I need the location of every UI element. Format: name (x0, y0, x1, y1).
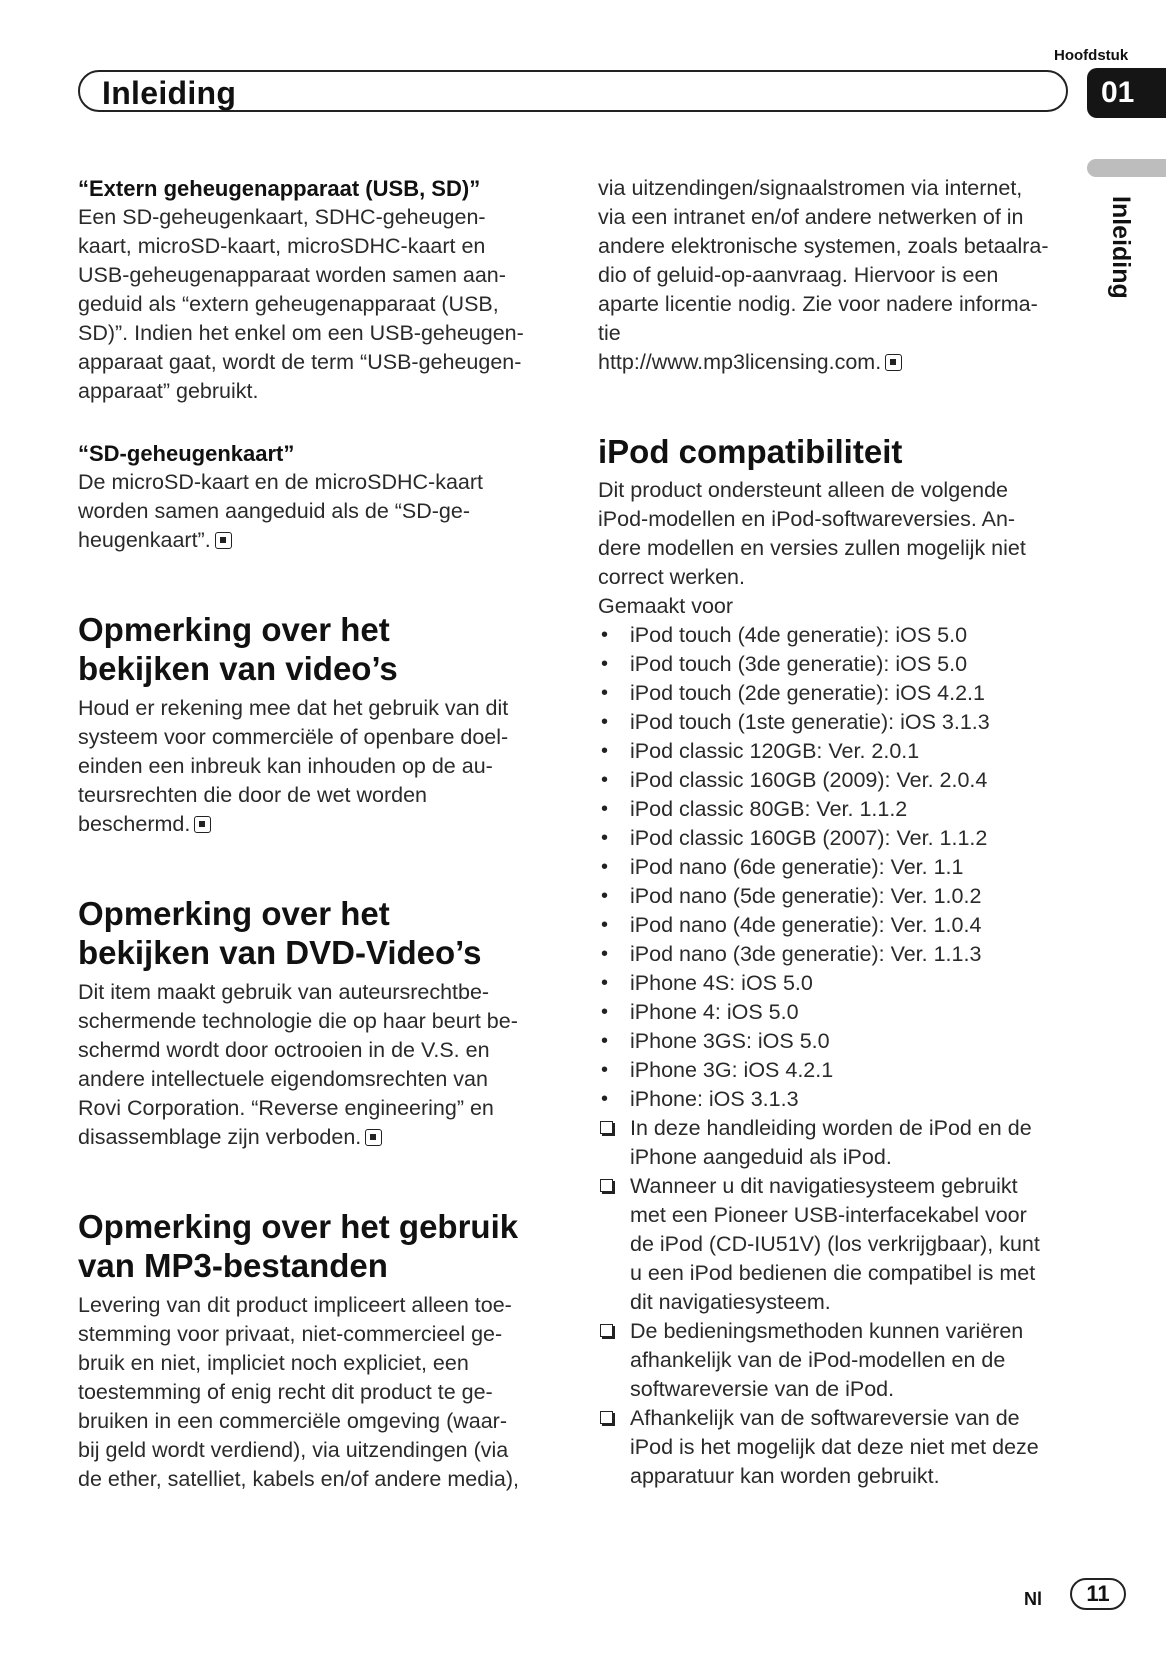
end-of-section-icon (365, 1129, 382, 1146)
title-bar (78, 70, 1068, 112)
list-item: • iPhone 3GS: iOS 5.0 (598, 1027, 1078, 1056)
subheading-sd-kaart: “SD-geheugenkaart” (78, 441, 295, 466)
page-number: 11 (1070, 1578, 1126, 1610)
side-label: Inleiding (1107, 196, 1135, 299)
heading-mp3: Opmerking over het gebruik van MP3-bestanden (78, 1208, 519, 1284)
note-item: Wanneer u dit navigatiesysteem gebruikt met een Pioneer USB-interfacekabel voor de iPod (CD-IU51V) (los verkrijgbaar), kunt u een iPod bedienen die compatibel is met dit navigatiesysteem. (598, 1172, 1078, 1317)
right-column (598, 174, 1078, 1491)
list-item: • iPod nano (4de generatie): Ver. 1.0.4 (598, 911, 1078, 940)
list-item: • iPod touch (1ste generatie): iOS 3.1.3 (598, 708, 1078, 737)
paragraph-ipod-intro: Dit product ondersteunt alleen de volgende iPod-modellen en iPod-softwareversies. An- dere modellen en versies zullen mogelijk niet correct werken. Gemaakt voor (598, 478, 1026, 618)
paragraph-sd-kaart: De microSD-kaart en de microSDHC-kaart worden samen aangeduid als de “SD-ge- heugenkaart”. (78, 470, 484, 552)
list-item: • iPod classic 160GB (2009): Ver. 2.0.4 (598, 766, 1078, 795)
paragraph-dvd-videos: Dit item maakt gebruik van auteursrechtbe- schermende technologie die op haar beurt be- schermd wordt door octrooien in de V.S. en andere intellectuele eigendomsrechten van Rovi Corporation. “Reverse engineering” en disassemblage zijn verboden. (78, 980, 518, 1149)
checkbox-note-icon (600, 1411, 613, 1424)
list-item: • iPhone 3G: iOS 4.2.1 (598, 1056, 1078, 1085)
list-item: • iPhone 4S: iOS 5.0 (598, 969, 1078, 998)
note-item: In deze handleiding worden de iPod en de iPhone aangeduid als iPod. (598, 1114, 1078, 1172)
heading-dvd-videos: Opmerking over het bekijken van DVD-Video’s (78, 895, 482, 971)
list-item: • iPod classic 80GB: Ver. 1.1.2 (598, 795, 1078, 824)
page-title: Inleiding (102, 75, 237, 111)
paragraph-mp3-continued: via uitzendingen/signaalstromen via internet, via een intranet en/of andere netwerken of in andere elektronische systemen, zoals betaalra- dio of geluid-op-aanvraag. Hiervoor is een aparte licentie nodig. Zie voor nadere informa- tie http://www.mp3licensing.com. (598, 176, 1049, 374)
checkbox-note-icon (600, 1179, 613, 1192)
list-item: • iPod nano (3de generatie): Ver. 1.1.3 (598, 940, 1078, 969)
list-item: • iPod touch (3de generatie): iOS 5.0 (598, 650, 1078, 679)
heading-videos: Opmerking over het bekijken van video’s (78, 611, 398, 687)
subheading-extern-geheugen: “Extern geheugenapparaat (USB, SD)” (78, 176, 481, 201)
end-of-section-icon (215, 532, 232, 549)
language-code: Nl (1024, 1589, 1042, 1609)
list-item: • iPod nano (6de generatie): Ver. 1.1 (598, 853, 1078, 882)
end-of-section-icon (194, 816, 211, 833)
side-tab (1087, 159, 1166, 177)
list-item: • iPod nano (5de generatie): Ver. 1.0.2 (598, 882, 1078, 911)
list-item: • iPhone: iOS 3.1.3 (598, 1085, 1078, 1114)
chapter-label: Hoofdstuk (1054, 47, 1129, 64)
checkbox-note-icon (600, 1324, 613, 1337)
note-item: Afhankelijk van de softwareversie van de iPod is het mogelijk dat deze niet met deze apparatuur kan worden gebruikt. (598, 1404, 1078, 1491)
paragraph-extern-geheugen: Een SD-geheugenkaart, SDHC-geheugen- kaart, microSD-kaart, microSDHC-kaart en USB-geheugenapparaat worden samen aan- geduid als “extern geheugenapparaat (USB, SD)”. Indien het enkel om een USB-geheugen- apparaat gaat, wordt de term “USB-geheugen- apparaat” gebruikt. (78, 205, 524, 403)
checkbox-note-icon (600, 1121, 613, 1134)
list-item: • iPod touch (2de generatie): iOS 4.2.1 (598, 679, 1078, 708)
mp3licensing-link[interactable]: http://www.mp3licensing.com. (598, 350, 882, 374)
chapter-number: 01 (1087, 68, 1166, 118)
list-item: • iPod touch (4de generatie): iOS 5.0 (598, 621, 1078, 650)
list-item: • iPhone 4: iOS 5.0 (598, 998, 1078, 1027)
paragraph-mp3: Levering van dit product impliceert alleen toe- stemming voor privaat, niet-commercieel ge- bruik en niet, impliciet noch expliciet, een toestemming of enig recht dit product te ge- bruiken in een commerciële omgeving (waar- bij geld wordt verdiend), via uitzendingen (via de ether, satelliet, kabels en/of andere media), (78, 1293, 520, 1491)
paragraph-videos: Houd er rekening mee dat het gebruik van dit systeem voor commerciële of openbare doel- einden een inbreuk kan inhouden op de au- teursrechten die door de wet worden beschermd. (78, 696, 509, 836)
list-item: • iPod classic 120GB: Ver. 2.0.1 (598, 737, 1078, 766)
end-of-section-icon (885, 354, 902, 371)
ipod-model-list (598, 621, 1078, 1114)
heading-ipod-compatibiliteit: iPod compatibiliteit (598, 433, 903, 470)
list-item: • iPod classic 160GB (2007): Ver. 1.1.2 (598, 824, 1078, 853)
ipod-notes (598, 1114, 1078, 1491)
note-item: De bedieningsmethoden kunnen variëren afhankelijk van de iPod-modellen en de softwareversie van de iPod. (598, 1317, 1078, 1404)
left-column (78, 174, 558, 1494)
